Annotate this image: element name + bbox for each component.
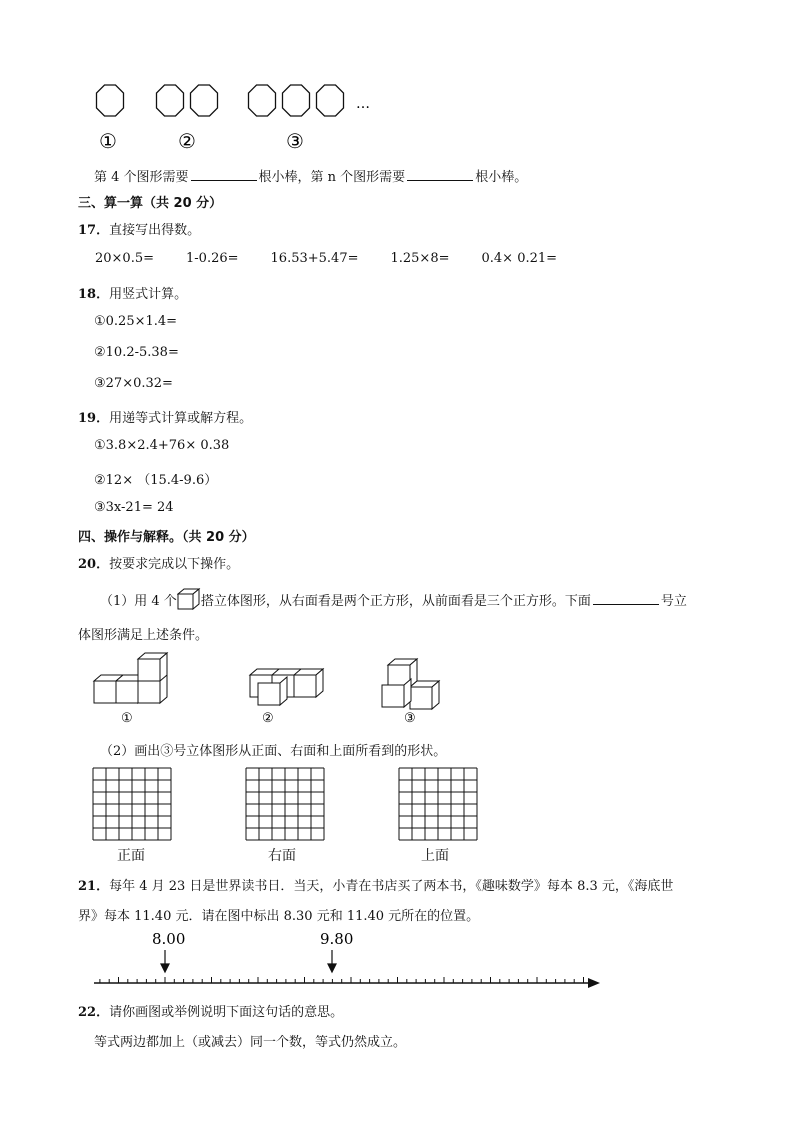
arrow-down-icon <box>161 964 169 972</box>
section-title: 四、操作与解释。（共 20 分） <box>78 530 255 545</box>
cube-figures <box>90 652 460 727</box>
q20-part2: （2）画出③号立体图形从正面、右面和上面所看到的形状。 <box>100 744 447 759</box>
q19-item: ①3.8×2.4+76× 0.38 <box>94 438 230 453</box>
q19-item: ③3x-21= 24 <box>94 500 174 515</box>
question-19: 19．用递等式计算或解方程。 <box>78 411 253 426</box>
q20-part1-cont: 体图形满足上述条件。 <box>78 628 209 643</box>
grid-label-right: 右面 <box>268 848 296 864</box>
octagon <box>283 85 310 116</box>
figure-label-3: ③ <box>286 129 304 153</box>
figure-label-1: ① <box>99 129 117 153</box>
arrow-down-icon <box>328 964 336 972</box>
octagon-figures <box>90 80 390 155</box>
question-20: 20．按要求完成以下操作。 <box>78 557 240 572</box>
q18-item: ③27×0.32= <box>94 376 173 391</box>
answer-blank[interactable] <box>593 592 659 605</box>
expression: 1.25×8= <box>390 251 450 266</box>
octagon <box>317 85 344 116</box>
question-21-line2: 界》每本 11.40 元．请在图中标出 8.30 元和 11.40 元所在的位置。 <box>78 909 480 924</box>
grid-front[interactable] <box>92 767 172 841</box>
cube-label-2: ② <box>262 711 274 726</box>
arrow-right-icon <box>588 978 600 988</box>
section-title: 三、算一算（共 20 分） <box>78 196 223 211</box>
octagon-question: 第 4 个图形需要 根小棒，第 n 个图形需要 根小棒。 <box>94 170 528 185</box>
expression: 16.53+5.47= <box>270 251 359 266</box>
expression: 1-0.26= <box>186 251 239 266</box>
q17-expressions <box>95 251 589 266</box>
q18-item: ①0.25×1.4= <box>94 314 178 329</box>
figure-label-2: ② <box>178 129 196 153</box>
question-22: 22．请你画图或举例说明下面这句话的意思。 <box>78 1005 344 1020</box>
cube-icon <box>177 588 201 610</box>
cube-figure-1 <box>94 653 167 703</box>
question-17: 17．直接写出得数。 <box>78 223 201 238</box>
cube-label-3: ③ <box>404 711 416 726</box>
cube-figure-2 <box>250 669 323 705</box>
ellipsis: … <box>356 96 370 112</box>
expression: 20×0.5= <box>95 251 155 266</box>
answer-blank[interactable] <box>407 168 473 181</box>
grid-top[interactable] <box>398 767 478 841</box>
q20-part1: （1）用 4 个 搭立体图形，从右面看是两个正方形，从前面看是三个正方形。下面 号立 <box>100 588 687 610</box>
cube-label-1: ① <box>121 711 133 726</box>
number-line[interactable] <box>88 928 608 994</box>
octagon <box>191 85 218 116</box>
answer-blank[interactable] <box>191 168 257 181</box>
question-18: 18．用竖式计算。 <box>78 287 188 302</box>
grid-label-top: 上面 <box>421 848 449 864</box>
marker-label-9-8: 9.80 <box>320 930 354 948</box>
octagon <box>249 85 276 116</box>
q18-item: ②10.2-5.38= <box>94 345 179 360</box>
expression: 0.4× 0.21= <box>481 251 558 266</box>
q19-item: ②12× （15.4-9.6） <box>94 473 218 488</box>
marker-label-8: 8.00 <box>152 930 186 948</box>
q22-statement: 等式两边都加上（或减去）同一个数，等式仍然成立。 <box>94 1035 407 1050</box>
grid-right[interactable] <box>245 767 325 841</box>
octagon <box>157 85 184 116</box>
octagon <box>97 85 124 116</box>
cube-figure-3 <box>382 659 439 709</box>
question-21-line1: 21．每年 4 月 23 日是世界读书日．当天，小青在书店买了两本书，《趣味数学》每本 8.3 元，《海底世 <box>78 879 674 894</box>
grid-label-front: 正面 <box>117 848 145 864</box>
